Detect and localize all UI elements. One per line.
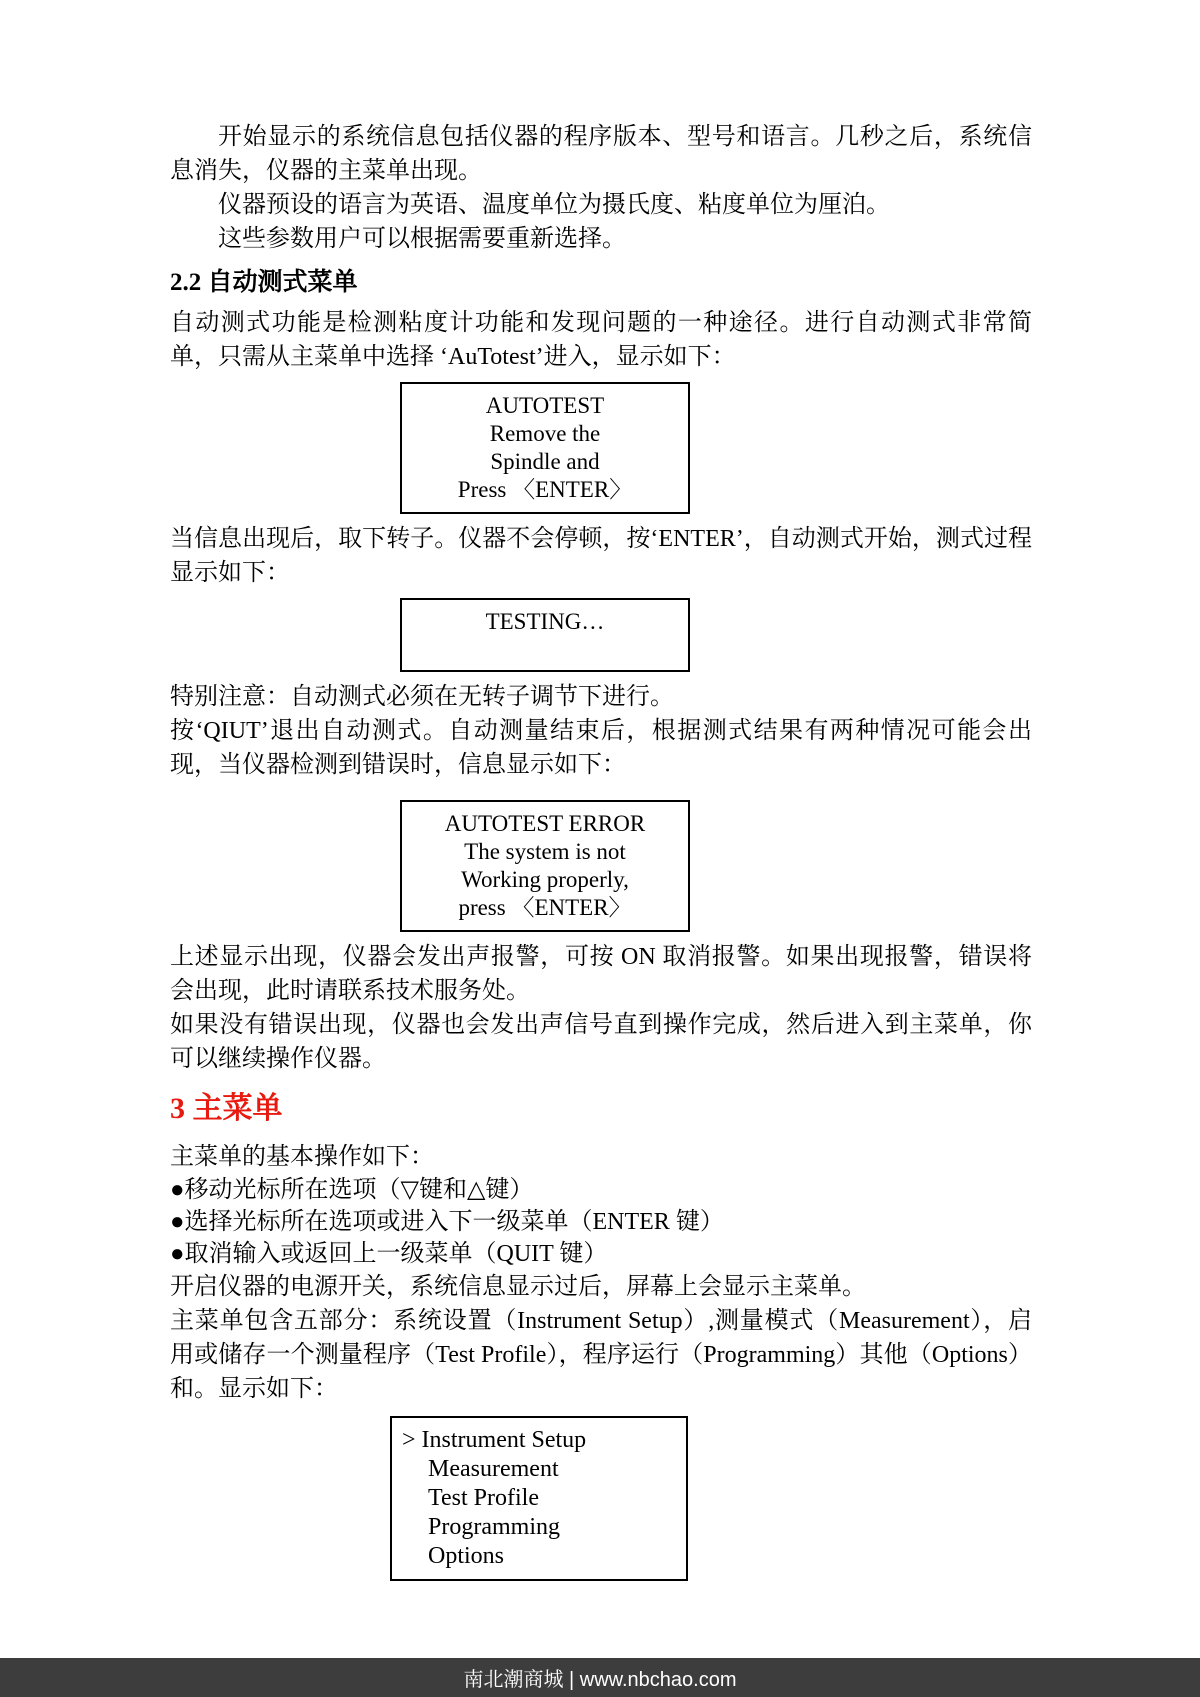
menu-item-programming: Programming xyxy=(428,1514,560,1540)
section-3-heading: 3 主菜单 xyxy=(170,1092,283,1125)
bullet-item-move-cursor: ●移动光标所在选项（▽键和△键） xyxy=(170,1177,534,1203)
bullet-item-select-enter: ●选择光标所在选项或进入下一级菜单（ENTER 键） xyxy=(170,1209,724,1235)
page-content xyxy=(170,120,1032,1589)
display-line: Spindle and xyxy=(490,449,600,474)
intro-paragraph-2: 仪器预设的语言为英语、温度单位为摄氏度、粘度单位为厘泊。 xyxy=(218,192,890,218)
intro-paragraph-1: 开始显示的系统信息包括仪器的程序版本、型号和语言。几秒之后，系统信息消失，仪器的主菜单出现。 xyxy=(170,124,1032,184)
quit-paragraph: 按‘QIUT’退出自动测式。自动测量结束后，根据测式结果有两种情况可能会出现，当仪器检测到错误时，信息显示如下： xyxy=(170,718,1032,778)
display-line: TESTING… xyxy=(485,609,605,634)
footer-text: 南北潮商城 | www.nbchao.com xyxy=(463,1669,737,1691)
menu-item-instrument-setup: > Instrument Setup xyxy=(402,1427,587,1453)
display-line: Working properly, xyxy=(461,867,629,892)
alarm-paragraph: 上述显示出现，仪器会发出声报警，可按 ON 取消报警。如果出现报警，错误将会出现，此时请联系技术服务处。 xyxy=(170,944,1032,1004)
section-2-2-heading: 2.2 自动测式菜单 xyxy=(170,269,358,296)
power-on-paragraph: 开启仪器的电源开关，系统信息显示过后，屏幕上会显示主菜单。 xyxy=(170,1274,866,1300)
section-3-intro-paragraph: 主菜单的基本操作如下： xyxy=(170,1144,434,1170)
display-line: Press 〈ENTER〉 xyxy=(457,477,633,502)
display-line: press 〈ENTER〉 xyxy=(458,895,632,920)
intro-paragraph-3: 这些参数用户可以根据需要重新选择。 xyxy=(218,226,626,252)
footer-watermark-bar xyxy=(0,1658,1200,1697)
display-line: AUTOTEST ERROR xyxy=(444,811,646,836)
display-box-autotest xyxy=(400,382,690,514)
menu-item-measurement: Measurement xyxy=(428,1456,559,1482)
section-2-2-intro-paragraph: 自动测式功能是检测粘度计功能和发现问题的一种途径。进行自动测式非常简单，只需从主菜单中选择 ‘AuTotest’进入，显示如下： xyxy=(170,310,1032,370)
paragraph-after-autotest-box: 当信息出现后，取下转子。仪器不会停顿，按‘ENTER’，自动测式开始，测式过程显示如下： xyxy=(170,526,1032,586)
display-box-autotest-error xyxy=(400,800,690,932)
menu-parts-paragraph: 主菜单包含五部分：系统设置（Instrument Setup）,测量模式（Measurement），启用或储存一个测量程序（Test Profile），程序运行（Programming）其他（Options）和。显示如下： xyxy=(170,1308,1032,1402)
display-line: Remove the xyxy=(489,421,601,446)
display-box-testing xyxy=(400,598,690,672)
bullet-item-cancel-quit: ●取消输入或返回上一级菜单（QUIT 键） xyxy=(170,1241,608,1267)
display-line: AUTOTEST xyxy=(485,393,605,418)
no-error-paragraph: 如果没有错误出现，仪器也会发出声信号直到操作完成，然后进入到主菜单，你可以继续操作仪器。 xyxy=(170,1012,1032,1072)
display-line: The system is not xyxy=(464,839,626,864)
note-paragraph: 特别注意：自动测式必须在无转子调节下进行。 xyxy=(170,684,674,710)
display-box-main-menu xyxy=(390,1416,688,1581)
menu-item-options: Options xyxy=(428,1543,505,1569)
menu-item-test-profile: Test Profile xyxy=(428,1485,539,1511)
